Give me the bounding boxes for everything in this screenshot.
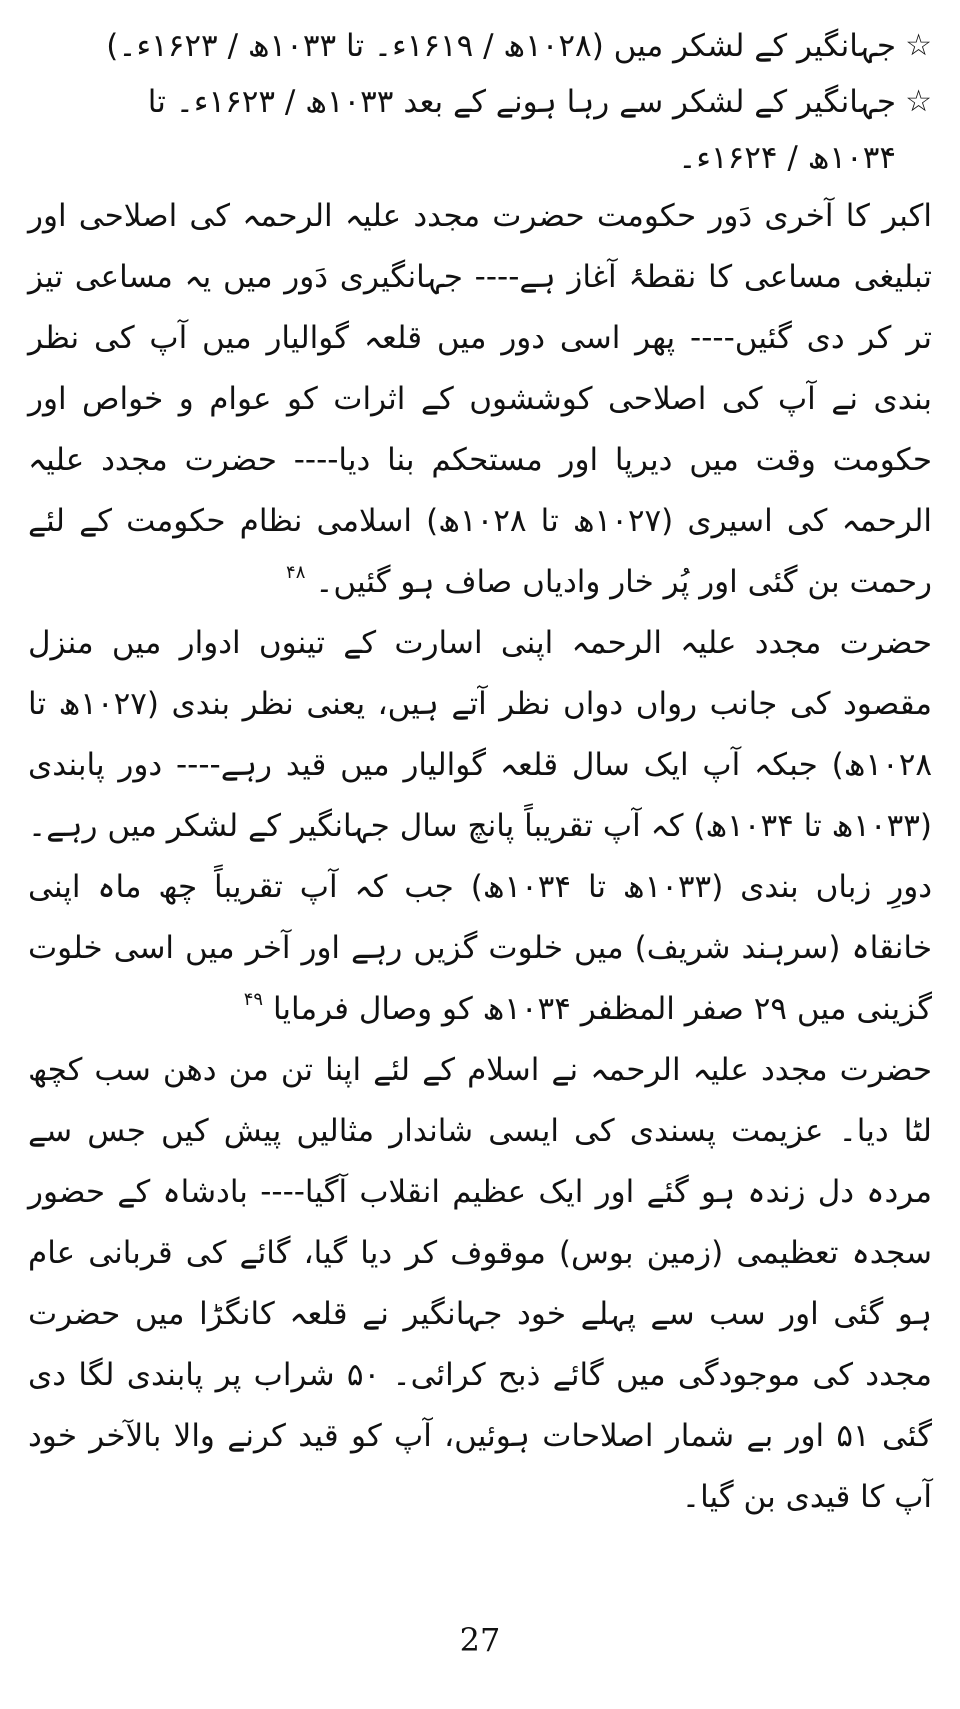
paragraph-2 bbox=[28, 613, 932, 1040]
bullet-text: جہانگیر کے لشکر سے رہا ہونے کے بعد ۱۰۳۳ھ / ۱۶۲۳ء۔ تا bbox=[147, 84, 896, 120]
paragraph-text: اکبر کا آخری دَور حکومت حضرت مجدد علیہ الرحمہ کی اصلاحی اور تبلیغی مساعی کا نقطۂ آغاز ہے---- جہانگیری دَور میں یہ مساعی تیز تر کر دی گئیں---- پھر اسی دور میں قلعہ گوالیار میں آپ کی نظر بندی نے آپ کی اصلاحی کوششوں کے اثرات کو عوام و خواص اور حکومت وقت میں دیرپا اور مستحکم بنا دیا---- حضرت مجدد علیہ الرحمہ کی اسیری (۱۰۲۷ھ تا ۱۰۲۸ھ) اسلامی نظام حکومت کے لئے رحمت بن گئی اور پُر خار وادیاں صاف ہو گئیں۔ bbox=[28, 198, 932, 600]
page-number: 27 bbox=[459, 1621, 501, 1659]
paragraph-1 bbox=[28, 186, 932, 613]
star-icon: ☆ bbox=[905, 84, 932, 119]
footnote-marker: ۴۸ bbox=[286, 562, 306, 583]
bullet-item-2 bbox=[28, 74, 932, 130]
bullet-continuation: ۱۰۳۴ھ / ۱۶۲۴ء۔ bbox=[678, 140, 896, 176]
bullet-text: جہانگیر کے لشکر میں (۱۰۲۸ھ / ۱۶۱۹ء۔ تا ۱۰۳۳ھ / ۱۶۲۳ء۔) bbox=[106, 28, 896, 64]
bullet-item-1 bbox=[28, 18, 932, 74]
paragraph-text: حضرت مجدد علیہ الرحمہ نے اسلام کے لئے اپنا تن من دھن سب کچھ لٹا دیا۔ عزیمت پسندی کی ایسی شاندار مثالیں پیش کیں جس سے مردہ دل زندہ ہو گئے اور ایک عظیم انقلاب آگیا---- بادشاہ کے حضور سجدہ تعظیمی (زمین بوس) موقوف کر دیا گیا، گائے کی قربانی عام ہو گئی اور سب سے پہلے خود جہانگیر نے قلعہ کانگڑا میں حضرت مجدد کی موجودگی میں گائے ذبح کرائی۔ ۵۰ شراب پر پابندی لگا دی گئی ۵۱ اور بے شمار اصلاحات ہوئیں، آپ کو قید کرنے والا بالآخر خود آپ کا قیدی بن گیا۔ bbox=[28, 1052, 932, 1515]
paragraph-text: حضرت مجدد علیہ الرحمہ اپنی اسارت کے تینوں ادوار میں منزل مقصود کی جانب رواں دواں نظر آتے ہیں، یعنی نظر بندی (۱۰۲۷ھ تا ۱۰۲۸ھ) جبکہ آپ ایک سال قلعہ گوالیار میں قید رہے---- دور پابندی (۱۰۳۳ھ تا ۱۰۳۴ھ) کہ آپ تقریباً پانچ سال جہانگیر کے لشکر میں رہے۔ دورِ زباں بندی (۱۰۳۳ھ تا ۱۰۳۴ھ) جب کہ آپ تقریباً چھ ماہ اپنی خانقاہ (سرہند شریف) میں خلوت گزیں رہے اور آخر میں اسی خلوت گزینی میں ۲۹ صفر المظفر ۱۰۳۴ھ کو وصال فرمایا bbox=[28, 625, 932, 1027]
footnote-marker: ۴۹ bbox=[243, 989, 264, 1010]
star-icon: ☆ bbox=[905, 28, 932, 63]
paragraph-3 bbox=[28, 1040, 932, 1528]
